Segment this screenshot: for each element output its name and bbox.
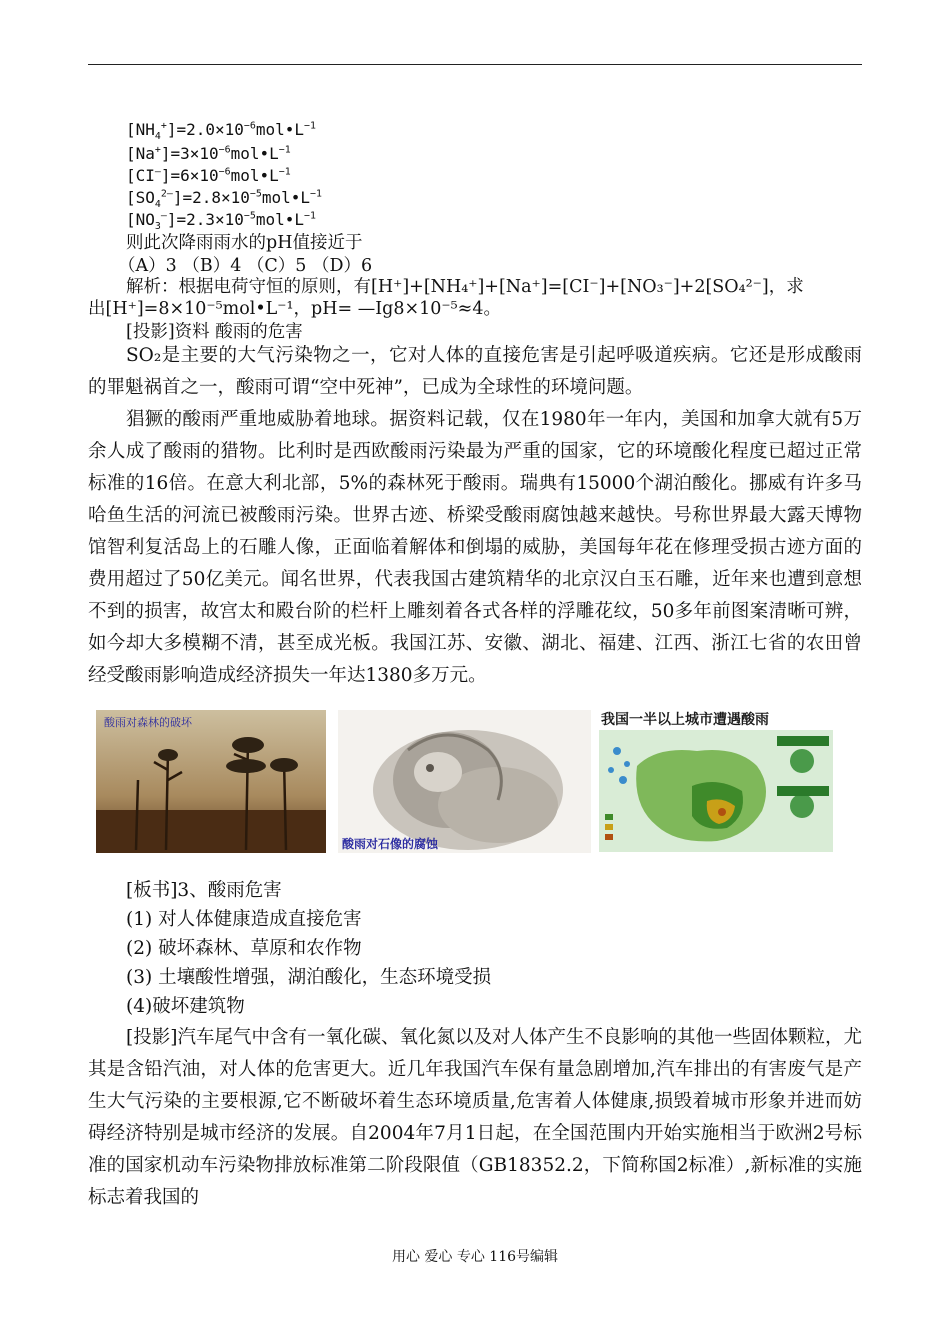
- projection-title: [投影]资料 酸雨的危害: [126, 322, 303, 342]
- forest-damage-illustration: [96, 710, 326, 853]
- analysis-line-2: 出[H⁺]=8×10⁻⁵mol•L⁻¹，pH= —Ig8×10⁻⁵≈4。: [88, 299, 501, 319]
- board-item-1: (1) 对人体健康造成直接危害: [126, 909, 362, 930]
- lion-statue-illustration: [338, 710, 591, 853]
- paragraph-so2: SO₂是主要的大气污染物之一，它对人体的直接危害是引起呼吸道疾病。它还是形成酸雨的罪魁祸首之一，酸雨可谓“空中死神”，已成为全球性的环境问题。: [88, 345, 862, 398]
- ion-nh4: $[NH_4^+]=2.0\times 10^{-6}mol•L^{-1}$: [126, 120, 316, 143]
- paragraph-acid-rain: 猖獗的酸雨严重地威胁着地球。据资料记载，仅在1980年一年内，美国和加拿大就有5万余人成了酸雨的猎物。比利时是西欧酸雨污染最为严重的国家，它的环境酸化程度已超过正常标准的16倍。在意大利北部，5%的森林死于酸雨。瑞典有15000个湖泊酸化。挪威有许多马哈鱼生活的河流已被酸雨污染。世界古迹、桥梁受酸雨腐蚀越来越快。号称世界最大露天博物馆智利复活岛上的石雕人像，正面临着解体和倒塌的威胁，美国每年花在修理受损古迹方面的费用超过了50亿美元。闻名世界，代表我国古建筑精华的北京汉白玉石雕，近年来也遭到意想不到的损害，故宫太和殿台阶的栏杆上雕刻着各式各样的浮雕花纹，50多年前图案清晰可辨，如今却大多模糊不清，甚至成光板。我国江苏、安徽、湖北、福建、江西、浙江七省的农田曾经受酸雨影响造成经济损失一年达1380多万元。: [88, 409, 862, 686]
- china-acid-rain-map: [597, 706, 835, 856]
- forest-damage-image: [96, 710, 326, 853]
- board-title: [板书]3、酸雨危害: [126, 880, 282, 901]
- ion-cl: $[CI^—]=6\times 10^{-6}mol•L^{-1}$: [126, 166, 291, 185]
- analysis-line-1: 解析：根据电荷守恒的原则，有[H⁺]+[NH₄⁺]+[Na⁺]=[CI⁻]+[NO₃⁻]+2[SO₄²⁻]，求: [126, 277, 804, 297]
- ion-na: $[Na^+]=3\times 10^{-6}mol•L^{-1}$: [126, 144, 291, 163]
- acid-rain-map-image: [597, 706, 835, 856]
- board-item-4: (4)破坏建筑物: [126, 996, 245, 1017]
- map-title: 我国一半以上城市遭遇酸雨: [601, 712, 769, 728]
- forest-caption: 酸雨对森林的破坏: [104, 716, 192, 729]
- board-item-2: (2) 破坏森林、草原和农作物: [126, 938, 362, 959]
- ion-so4: $[SO_4^{2—}]=2.8\times 10^{-5}mol•L^{-1}$: [126, 188, 322, 211]
- board-item-3: (3) 土壤酸性增强，湖泊酸化，生态环境受损: [126, 967, 492, 988]
- page-footer: 用心 爱心 专心 116号编辑: [391, 1249, 559, 1265]
- header-rule: [88, 64, 862, 65]
- question-text: 则此次降雨雨水的pH值接近于: [126, 233, 363, 253]
- ion-no3: $[NO_3^—]=2.3\times 10^{-5}mol•L^{-1}$: [126, 210, 316, 233]
- statue-corrosion-image: [338, 710, 591, 853]
- paragraph-vehicle-exhaust: [投影]汽车尾气中含有一氧化碳、氧化氮以及对人体产生不良影响的其他一些固体颗粒，尤其是含铅汽油，对人体的危害更大。近几年我国汽车保有量急剧增加,汽车排出的有害废气是产生大气污染的主要根源,它不断破坏着生态环境质量,危害着人体健康,损毁着城市形象并进而妨碍经济特别是城市经济的发展。自2004年7月1日起，在全国范围内开始实施相当于欧洲2号标准的国家机动车污染物排放标准第二阶段限值（GB18352.2，下简称国2标准）,新标准的实施标志着我国的: [88, 1027, 862, 1208]
- statue-caption: 酸雨对石像的腐蚀: [342, 837, 439, 851]
- answer-options: （A）3 （B）4 （C）5 （D）6: [118, 256, 373, 276]
